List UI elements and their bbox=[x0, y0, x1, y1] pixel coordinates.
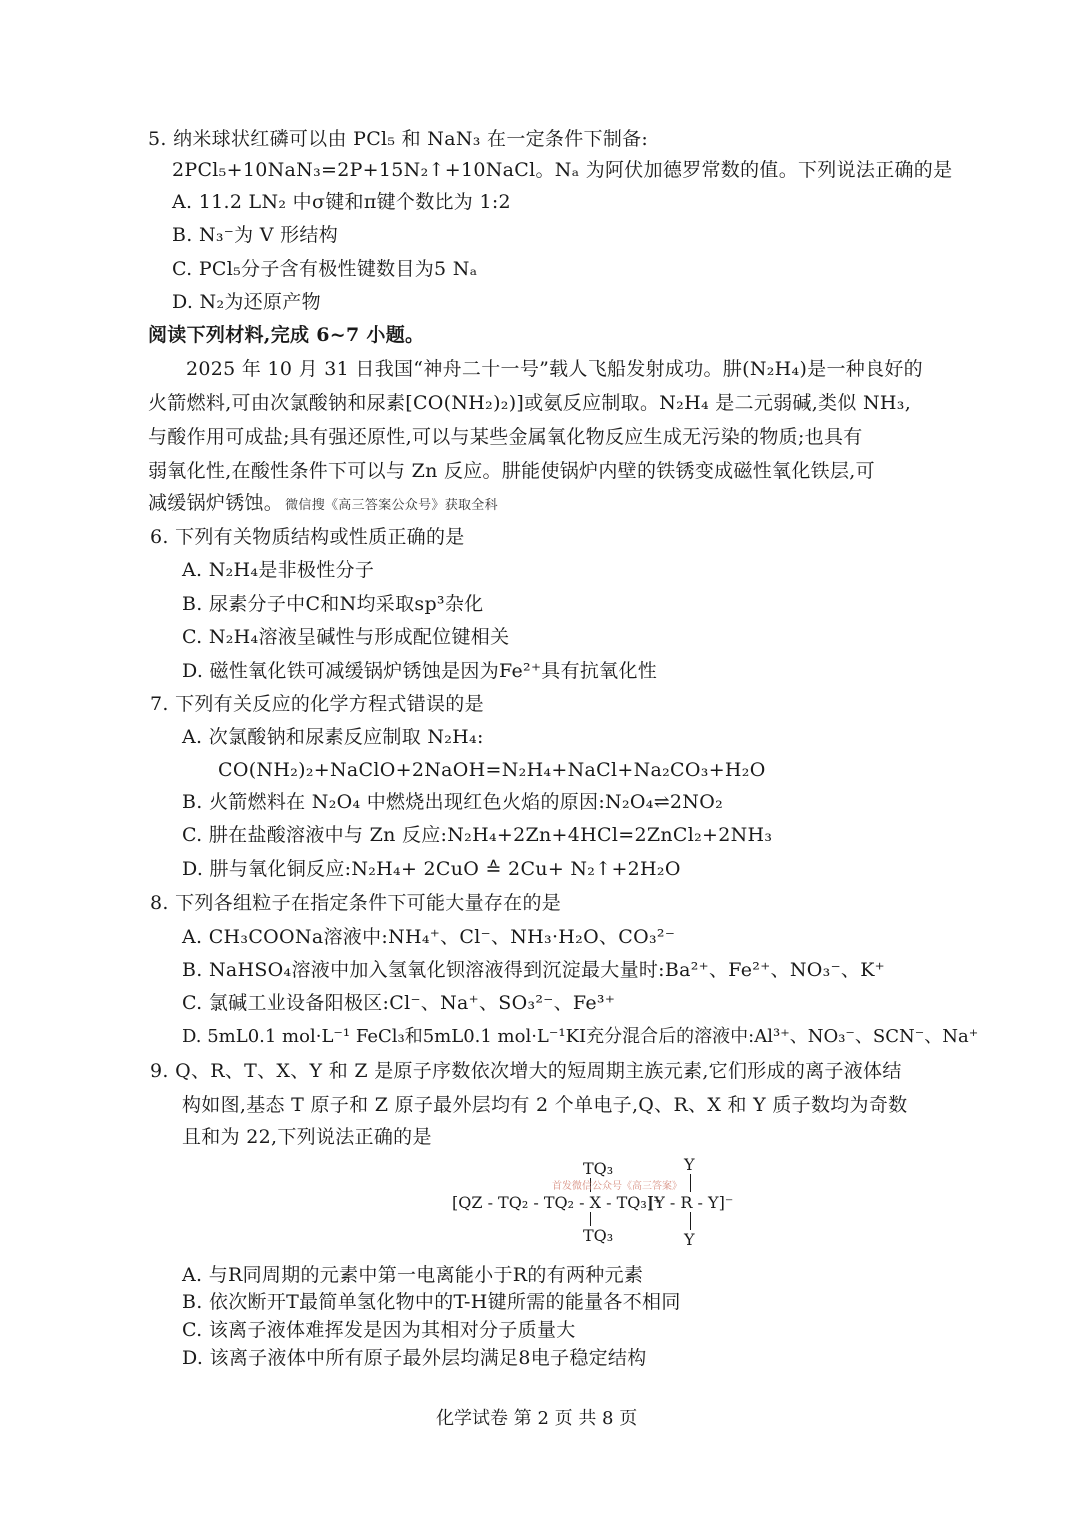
structure-watermark: 首发微信公众号《高三答案》 bbox=[552, 1181, 682, 1192]
q7-stem: 7. 下列有关反应的化学方程式错误的是 bbox=[150, 693, 484, 715]
q6-stem: 6. 下列有关物质结构或性质正确的是 bbox=[150, 526, 465, 548]
q8-option-b: B. NaHSO₄溶液中加入氢氧化钡溶液得到沉淀最大量时:Ba²⁺、Fe²⁺、NO₃⁻、K⁺ bbox=[182, 959, 886, 981]
q9-option-d: D. 该离子液体中所有原子最外层均满足8电子稳定结构 bbox=[182, 1347, 647, 1369]
q7-option-d: D. 肼与氧化铜反应:N₂H₄+ 2CuO ≙ 2Cu+ N₂↑+2H₂O bbox=[182, 858, 681, 880]
reading-paragraph-line-4: 弱氧化性,在酸性条件下可以与 Zn 反应。肼能使锅炉内壁的铁锈变成磁性氧化铁层,可 bbox=[148, 460, 875, 482]
page-footer: 化学试卷 第 2 页 共 8 页 bbox=[436, 1408, 638, 1429]
structure-x-top-group: TQ₃ bbox=[583, 1159, 614, 1178]
structure-r-top-bond bbox=[690, 1174, 691, 1192]
q7-option-b: B. 火箭燃料在 N₂O₄ 中燃烧出现红色火焰的原因:N₂O₄⇌2NO₂ bbox=[182, 791, 724, 813]
q9-stem-line-2: 构如图,基态 T 原子和 Z 原子最外层均有 2 个单电子,Q、R、X 和 Y 质子数均为奇数 bbox=[182, 1094, 908, 1116]
q7-option-a-equation: CO(NH₂)₂+NaClO+2NaOH=N₂H₄+NaCl+Na₂CO₃+H₂O bbox=[218, 759, 766, 781]
reading-heading: 阅读下列材料,完成 6~7 小题。 bbox=[148, 324, 425, 346]
q8-option-c: C. 氯碱工业设备阳极区:Cl⁻、Na⁺、SO₃²⁻、Fe³⁺ bbox=[182, 992, 616, 1014]
q8-stem: 8. 下列各组粒子在指定条件下可能大量存在的是 bbox=[150, 892, 562, 914]
q5-stem-line-1: 5. 纳米球状红磷可以由 PCl₅ 和 NaN₃ 在一定条件下制备: bbox=[148, 128, 649, 150]
structure-r-bottom-group: Y bbox=[684, 1230, 695, 1249]
q5-stem-line-2: 2PCl₅+10NaN₃=2P+15N₂↑+10NaCl。Nₐ 为阿伏加德罗常数的值。下列说法正确的是 bbox=[172, 159, 953, 181]
inline-watermark: 微信搜《高三答案公众号》获取全科 bbox=[285, 498, 498, 513]
q5-option-b: B. N₃⁻为 V 形结构 bbox=[172, 224, 339, 246]
structure-r-bottom-bond bbox=[690, 1212, 691, 1230]
q9-stem-line-1: 9. Q、R、T、X、Y 和 Z 是原子序数依次增大的短周期主族元素,它们形成的离子液体结 bbox=[150, 1060, 902, 1082]
q9-option-c: C. 该离子液体难挥发是因为其相对分子质量大 bbox=[182, 1319, 576, 1341]
structure-cation: [QZ - TQ₂ - TQ₂ - X - TQ₃]⁺ bbox=[452, 1193, 662, 1212]
q9-option-a: A. 与R同周期的元素中第一电离能小于R的有两种元素 bbox=[182, 1264, 644, 1286]
q5-option-c: C. PCl₅分子含有极性键数目为5 Nₐ bbox=[172, 258, 478, 280]
q6-option-c: C. N₂H₄溶液呈碱性与形成配位键相关 bbox=[182, 626, 510, 648]
structure-x-bottom-group: TQ₃ bbox=[583, 1226, 614, 1245]
q5-option-d: D. N₂为还原产物 bbox=[172, 291, 321, 313]
q6-option-d: D. 磁性氧化铁可减缓锅炉锈蚀是因为Fe²⁺具有抗氧化性 bbox=[182, 660, 658, 682]
reading-paragraph-end: 减缓锅炉锈蚀。 bbox=[148, 492, 284, 514]
q8-option-a: A. CH₃COONa溶液中:NH₄⁺、Cl⁻、NH₃·H₂O、CO₃²⁻ bbox=[182, 926, 676, 948]
q8-option-d: D. 5mL0.1 mol·L⁻¹ FeCl₃和5mL0.1 mol·L⁻¹KI充分混合后的溶液中:Al³⁺、NO₃⁻、SCN⁻、Na⁺ bbox=[182, 1026, 979, 1047]
q5-option-a: A. 11.2 LN₂ 中σ键和π键个数比为 1:2 bbox=[172, 191, 511, 213]
reading-paragraph-line-5 bbox=[148, 490, 498, 519]
q7-option-a: A. 次氯酸钠和尿素反应制取 N₂H₄: bbox=[182, 726, 484, 748]
structure-x-bottom-bond bbox=[590, 1212, 591, 1226]
q6-option-b: B. 尿素分子中C和N均采取sp³杂化 bbox=[182, 593, 484, 615]
reading-paragraph-line-2: 火箭燃料,可由次氯酸钠和尿素[CO(NH₂)₂)]或氨反应制取。N₂H₄ 是二元弱碱,类似 NH₃, bbox=[148, 392, 912, 414]
structure-anion: [Y - R - Y]⁻ bbox=[648, 1193, 734, 1212]
structure-r-top-group: Y bbox=[684, 1155, 695, 1174]
q9-option-b: B. 依次断开T最简单氢化物中的T-H键所需的能量各不相同 bbox=[182, 1291, 681, 1313]
reading-paragraph-line-1: 2025 年 10 月 31 日我国“神舟二十一号”载人飞船发射成功。肼(N₂H₄)是一种良好的 bbox=[186, 358, 923, 380]
reading-paragraph-line-3: 与酸作用可成盐;具有强还原性,可以与某些金属氧化物反应生成无污染的物质;也具有 bbox=[148, 426, 863, 448]
q6-option-a: A. N₂H₄是非极性分子 bbox=[182, 559, 375, 581]
q9-stem-line-3: 且和为 22,下列说法正确的是 bbox=[182, 1126, 432, 1148]
q7-option-c: C. 肼在盐酸溶液中与 Zn 反应:N₂H₄+2Zn+4HCl=2ZnCl₂+2NH₃ bbox=[182, 824, 773, 846]
